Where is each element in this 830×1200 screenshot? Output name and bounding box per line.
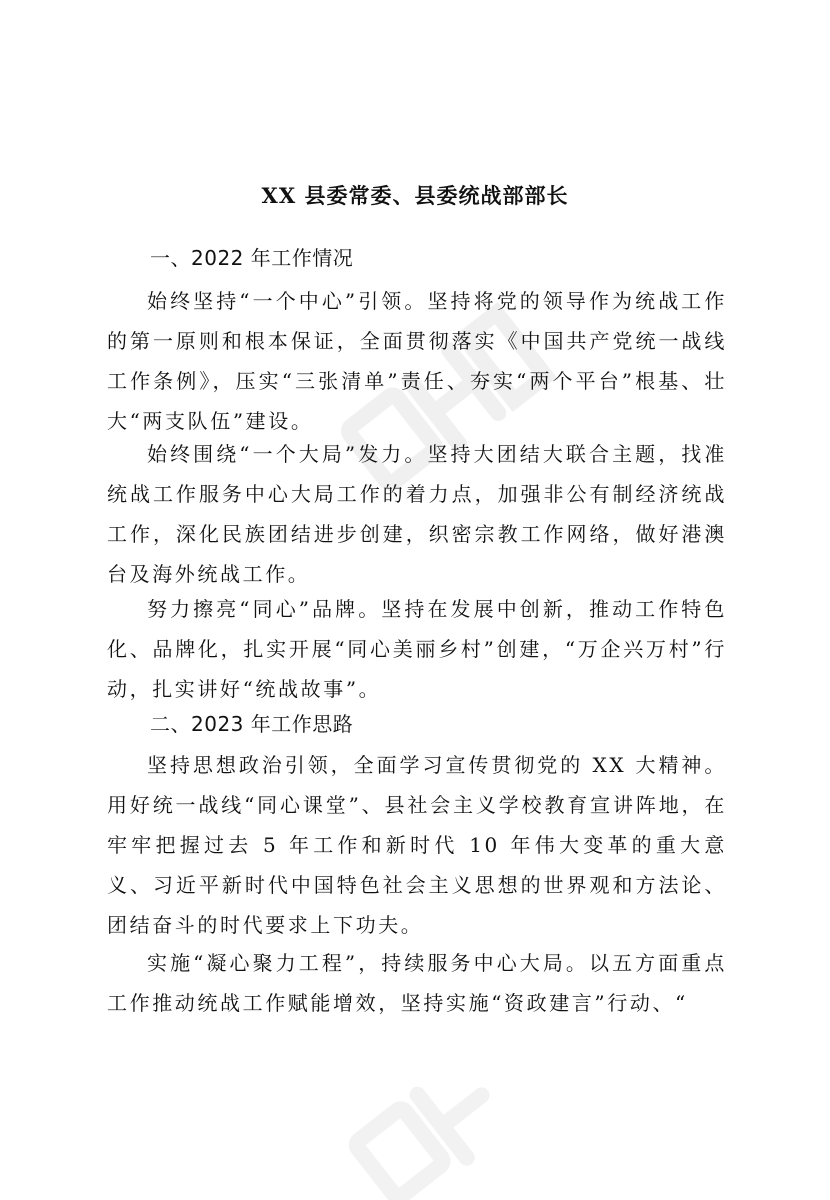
paragraph: 始终坚持“一个中心”引领。坚持将党的领导作为统战工作的第一原则和根本保证，全面贯彻落实《中国共产党统一战线工作条例》，压实“三张清单”责任、夯实“两个平台”根基、壮大“两支队伍”建设。 bbox=[107, 289, 727, 433]
watermark bbox=[330, 1040, 570, 1200]
paragraph: 坚持思想政治引领，全面学习宣传贯彻党的 XX 大精神。用好统一战线“同心课堂”、县社会主义学校教育宣讲阵地，在牢牢把握过去 5 年工作和新时代 10 年伟大变革的重大意义、习近平新时代中国特色社会主义思想的世界观和方法论、团结奋斗的时代要求上下功夫。 bbox=[107, 753, 727, 937]
paragraph: 实施“凝心聚力工程”，持续服务中心大局。以五方面重点工作推动统战工作赋能增效，坚持实施“资政建言”行动、“ bbox=[107, 951, 727, 1015]
paragraph: 努力擦亮“同心”品牌。坚持在发展中创新，推动工作特色化、品牌化，扎实开展“同心美丽乡村”创建，“万企兴万村”行动，扎实讲好“统战故事”。 bbox=[107, 597, 727, 701]
section-heading-2022: 一、2022 年工作情况 bbox=[150, 246, 354, 270]
paragraph: 始终围绕“一个大局”发力。坚持大团结大联合主题，找准统战工作服务中心大局工作的着力点，加强非公有制经济统战工作，深化民族团结进步创建，织密宗教工作网络，做好港澳台及海外统战工作。 bbox=[107, 442, 727, 586]
section-heading-2023: 二、2023 年工作思路 bbox=[150, 712, 354, 736]
document-title: XX 县委常委、县委统战部部长 bbox=[261, 183, 569, 208]
